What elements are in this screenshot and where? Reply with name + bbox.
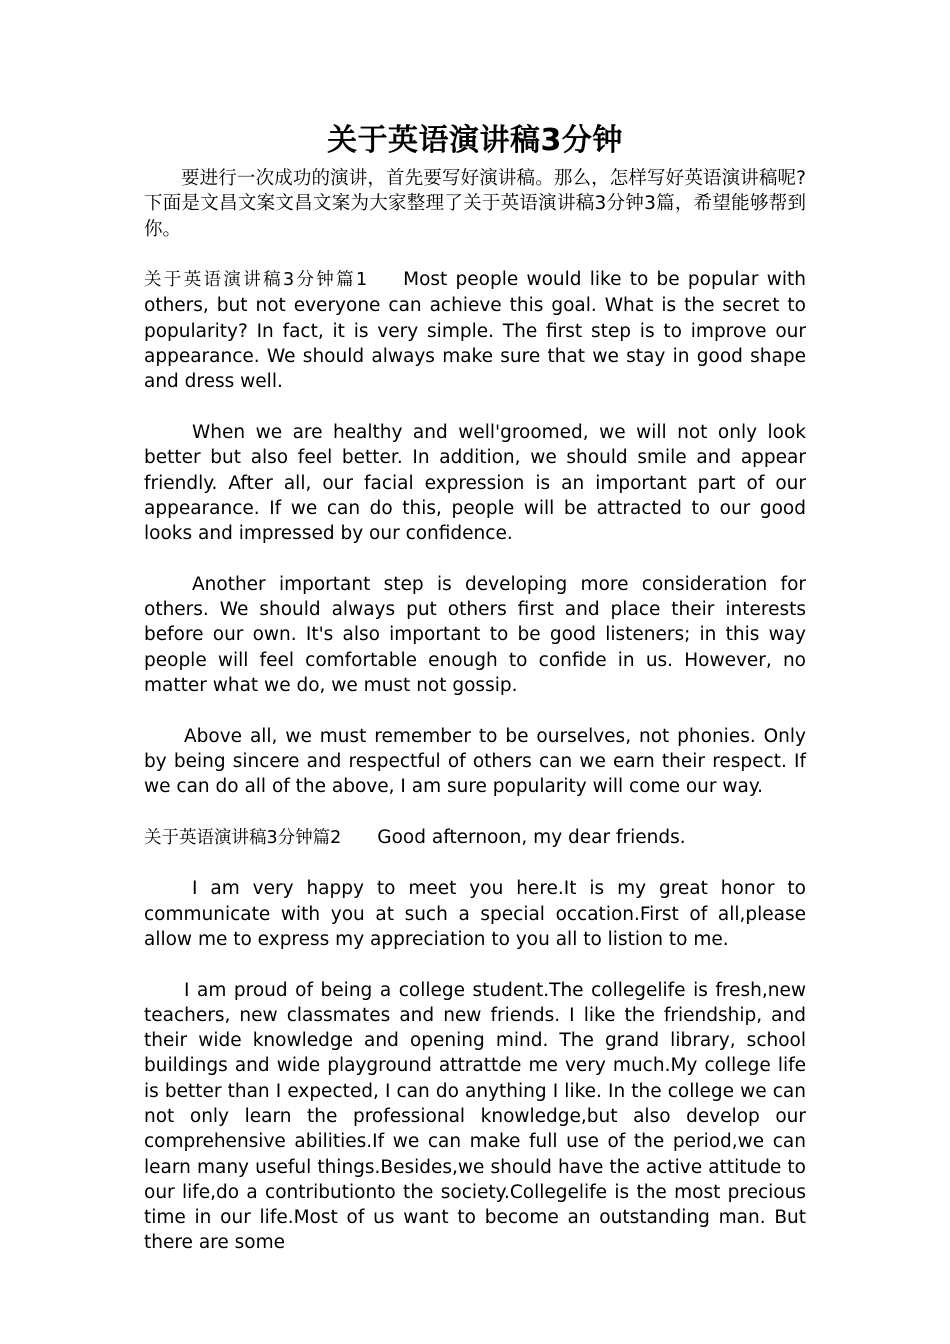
section-1-first-text: Most people would like to be popular with others, but not everyone can achieve this goal. What is the secret to popularity? In fact, it is very simple. The first step is to improve our appearance. We should always make sure that we stay in good shape and dress well. bbox=[144, 269, 806, 393]
paragraph-spacer bbox=[144, 546, 806, 571]
section-1-heading: 关于英语演讲稿3分钟篇1 bbox=[144, 270, 368, 291]
section-2-first-paragraph bbox=[144, 825, 806, 851]
intro-paragraph: 要进行一次成功的演讲，首先要写好演讲稿。那么，怎样写好英语演讲稿呢?下面是文昌文案文昌文案为大家整理了关于英语演讲稿3分钟3篇，希望能够帮到你。 bbox=[144, 168, 806, 240]
paragraph-spacer bbox=[144, 698, 806, 723]
paragraph-spacer bbox=[144, 851, 806, 876]
document-body bbox=[144, 166, 806, 1256]
section-2-paragraph-2: I am very happy to meet you here.It is my great honor to communicate with you at such a special occation.First of all,please allow me to express my appreciation to you all to listion to me. bbox=[144, 878, 806, 950]
page-title: 关于英语演讲稿3分钟 bbox=[327, 123, 623, 158]
section-1-paragraph-3: Another important step is developing more consideration for others. We should always put others first and place their interests before our own. It's also important to be good listeners; in this way people will feel comfortable enough to confide in us. However, no matter what we do, we must not gossip. bbox=[144, 573, 806, 696]
section-2-first-text: Good afternoon, my dear friends. bbox=[377, 826, 686, 848]
section-1-paragraph-2: When we are healthy and well'groomed, we will not only look better but also feel better. In addition, we should smile and appear friendly. After all, our facial expression is an important part of our appearance. If we can do this, people will be attracted to our good looks and impressed by our confidence. bbox=[144, 421, 806, 545]
paragraph-spacer bbox=[144, 952, 806, 977]
section-1-paragraph-4: Above all, we must remember to be ourselves, not phonies. Only by being sincere and respectful of others can we earn their respect. If we can do all of the above, I am sure popularity will come our way. bbox=[144, 725, 806, 798]
paragraph-spacer bbox=[144, 242, 806, 267]
section-2-heading: 关于英语演讲稿3分钟篇2 bbox=[144, 827, 342, 848]
section-1-first-paragraph bbox=[144, 267, 806, 394]
paragraph-spacer bbox=[144, 395, 806, 420]
section-2-paragraph-3: I am proud of being a college student.The collegelife is fresh,new teachers, new classmates and new friends. I like the friendship, and their wide knowledge and opening mind. The grand library, school buildings and wide playground attrattde me very much.My college life is better than I expected, I can do anything I like. In the college we can not only learn the professional knowledge,but also develop our comprehensive abilities.If we can make full use of the period,we can learn many useful things.Besides,we should have the active attitude to our life,do a contributionto the society.Collegelife is the most precious time in our life.Most of us want to become an outstanding man. But there are some bbox=[144, 979, 806, 1254]
paragraph-spacer bbox=[144, 799, 806, 824]
